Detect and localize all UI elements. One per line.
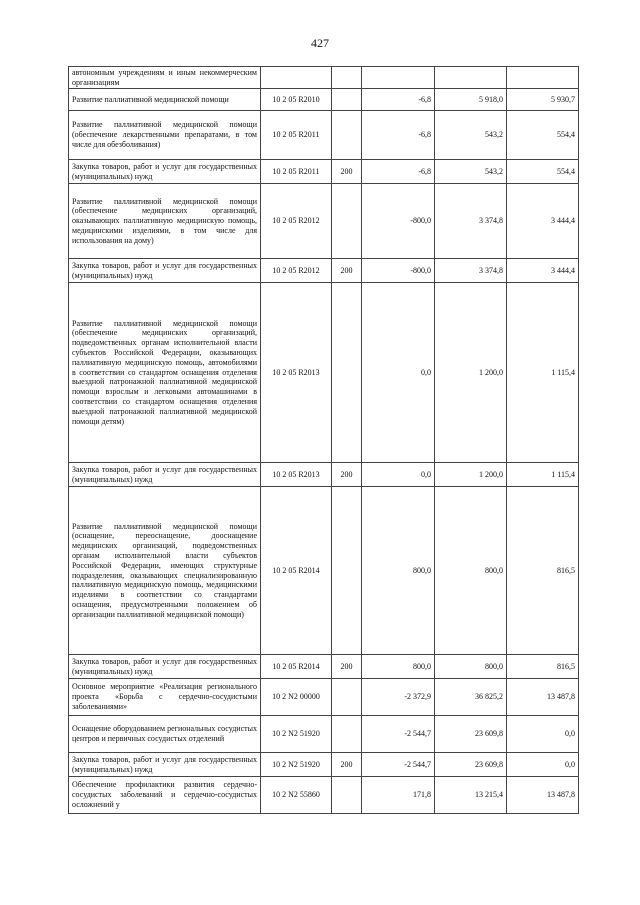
- row-name: Оснащение оборудованием региональных сосудистых центров и первичных сосудистых отделений: [69, 716, 261, 753]
- row-value-3: 816,5: [507, 487, 579, 655]
- row-expense-type: 200: [332, 259, 362, 283]
- row-name: Обеспечение профилактики развития сердечно-сосудистых заболеваний и сердечно-сосудистых осложнений у: [69, 777, 261, 814]
- row-expense-type: [332, 777, 362, 814]
- row-value-3: 554,4: [507, 160, 579, 184]
- row-value-2: 13 215,4: [435, 777, 507, 814]
- row-value-3: 13 487,8: [507, 777, 579, 814]
- table-row: [69, 259, 579, 283]
- row-value-2: 800,0: [435, 487, 507, 655]
- budget-table: [68, 66, 579, 814]
- row-value-3: 13 487,8: [507, 679, 579, 716]
- row-expense-type: [332, 67, 362, 89]
- row-expense-type: 200: [332, 463, 362, 487]
- row-value-3: 816,5: [507, 655, 579, 679]
- row-expense-type: 200: [332, 655, 362, 679]
- row-value-1: 0,0: [362, 283, 435, 463]
- table-row: [69, 777, 579, 814]
- row-code: 10 2 05 R2013: [261, 463, 332, 487]
- row-code: 10 2 05 R2012: [261, 259, 332, 283]
- row-code: 10 2 05 R2012: [261, 184, 332, 259]
- row-value-2: 1 200,0: [435, 463, 507, 487]
- row-value-3: 3 444,4: [507, 259, 579, 283]
- row-code: [261, 67, 332, 89]
- row-value-3: 0,0: [507, 753, 579, 777]
- row-value-1: 800,0: [362, 655, 435, 679]
- row-value-2: 800,0: [435, 655, 507, 679]
- row-value-1: 0,0: [362, 463, 435, 487]
- row-value-3: 1 115,4: [507, 463, 579, 487]
- row-code: 10 2 N2 51920: [261, 753, 332, 777]
- row-code: 10 2 N2 51920: [261, 716, 332, 753]
- row-code: 10 2 05 R2014: [261, 655, 332, 679]
- row-value-3: 554,4: [507, 111, 579, 160]
- row-code: 10 2 05 R2010: [261, 89, 332, 111]
- row-name: Развитие паллиативной медицинской помощи: [69, 89, 261, 111]
- row-name: Закупка товаров, работ и услуг для государственных (муниципальных) нужд: [69, 259, 261, 283]
- table-row: [69, 679, 579, 716]
- row-name: Развитие паллиативной медицинской помощи (обеспечение медицинских организаций, оказывающих паллиативную медицинскую помощь, медицинскими изделиями, в том числе для использования на дому): [69, 184, 261, 259]
- row-value-3: 5 930,7: [507, 89, 579, 111]
- row-value-2: [435, 67, 507, 89]
- row-value-1: -800,0: [362, 184, 435, 259]
- row-code: 10 2 05 R2011: [261, 111, 332, 160]
- table-row: [69, 655, 579, 679]
- row-value-1: 171,8: [362, 777, 435, 814]
- row-value-1: [362, 67, 435, 89]
- row-name: Развитие паллиативной медицинской помощи (оснащение, переоснащение, дооснащение медицинских организаций, подведомственных органам исполнительной власти субъектов Российской Федерации, имеющих структурные подразделения, оказывающих специализированную паллиативную медицинскую помощь, медицинскими изделиями в соответствии со стандартами оснащения, предусмотренными положением об организации паллиативной медицинской помощи): [69, 487, 261, 655]
- row-value-1: -6,8: [362, 160, 435, 184]
- row-value-2: 3 374,8: [435, 184, 507, 259]
- row-code: 10 2 05 R2014: [261, 487, 332, 655]
- row-name: Развитие паллиативной медицинской помощи (обеспечение лекарственными препаратами, в том числе для обезболивания): [69, 111, 261, 160]
- row-value-1: -2 544,7: [362, 753, 435, 777]
- row-value-2: 23 609,8: [435, 753, 507, 777]
- row-expense-type: [332, 111, 362, 160]
- table-row: [69, 487, 579, 655]
- row-name: Закупка товаров, работ и услуг для государственных (муниципальных) нужд: [69, 463, 261, 487]
- row-name: Закупка товаров, работ и услуг для государственных (муниципальных) нужд: [69, 753, 261, 777]
- row-expense-type: 200: [332, 160, 362, 184]
- row-value-2: 1 200,0: [435, 283, 507, 463]
- row-value-3: 3 444,4: [507, 184, 579, 259]
- row-value-3: 0,0: [507, 716, 579, 753]
- table-row: [69, 463, 579, 487]
- row-value-2: 3 374,8: [435, 259, 507, 283]
- table-row: [69, 160, 579, 184]
- table-row: [69, 753, 579, 777]
- page-number: 427: [311, 36, 329, 50]
- row-code: 10 2 05 R2011: [261, 160, 332, 184]
- row-expense-type: [332, 679, 362, 716]
- row-expense-type: [332, 716, 362, 753]
- row-name: автономным учреждениям и иным некоммерческим организациям: [69, 67, 261, 89]
- row-value-1: -6,8: [362, 89, 435, 111]
- row-value-2: 543,2: [435, 160, 507, 184]
- row-code: 10 2 N2 55860: [261, 777, 332, 814]
- row-code: 10 2 N2 00000: [261, 679, 332, 716]
- row-name: Закупка товаров, работ и услуг для государственных (муниципальных) нужд: [69, 655, 261, 679]
- row-value-1: -2 372,9: [362, 679, 435, 716]
- table-row: [69, 67, 579, 89]
- row-value-2: 36 825,2: [435, 679, 507, 716]
- row-value-2: 23 609,8: [435, 716, 507, 753]
- row-value-1: 800,0: [362, 487, 435, 655]
- row-value-1: -2 544,7: [362, 716, 435, 753]
- table-row: [69, 89, 579, 111]
- row-expense-type: [332, 184, 362, 259]
- row-value-2: 543,2: [435, 111, 507, 160]
- table-row: [69, 283, 579, 463]
- row-name: Основное мероприятие «Реализация регионального проекта «Борьба с сердечно-сосудистыми заболеваниями»: [69, 679, 261, 716]
- table-row: [69, 716, 579, 753]
- row-value-1: -800,0: [362, 259, 435, 283]
- table-row: [69, 111, 579, 160]
- row-expense-type: [332, 283, 362, 463]
- row-value-2: 5 918,0: [435, 89, 507, 111]
- row-value-1: -6,8: [362, 111, 435, 160]
- row-expense-type: [332, 487, 362, 655]
- row-value-3: [507, 67, 579, 89]
- table-row: [69, 184, 579, 259]
- row-name: Развитие паллиативной медицинской помощи (обеспечение медицинских организаций, подведомственных органам исполнительной власти субъектов Российской Федерации, оказывающих паллиативную медицинскую помощь, автомобилями в соответствии со стандартом оснащения отделения выездной патронажной паллиативной медицинской помощи взрослым и легковыми автомашинами в соответствии со стандартом оснащения отделения выездной патронажной паллиативной медицинской помощи детям): [69, 283, 261, 463]
- row-value-3: 1 115,4: [507, 283, 579, 463]
- row-expense-type: [332, 89, 362, 111]
- row-expense-type: 200: [332, 753, 362, 777]
- row-name: Закупка товаров, работ и услуг для государственных (муниципальных) нужд: [69, 160, 261, 184]
- row-code: 10 2 05 R2013: [261, 283, 332, 463]
